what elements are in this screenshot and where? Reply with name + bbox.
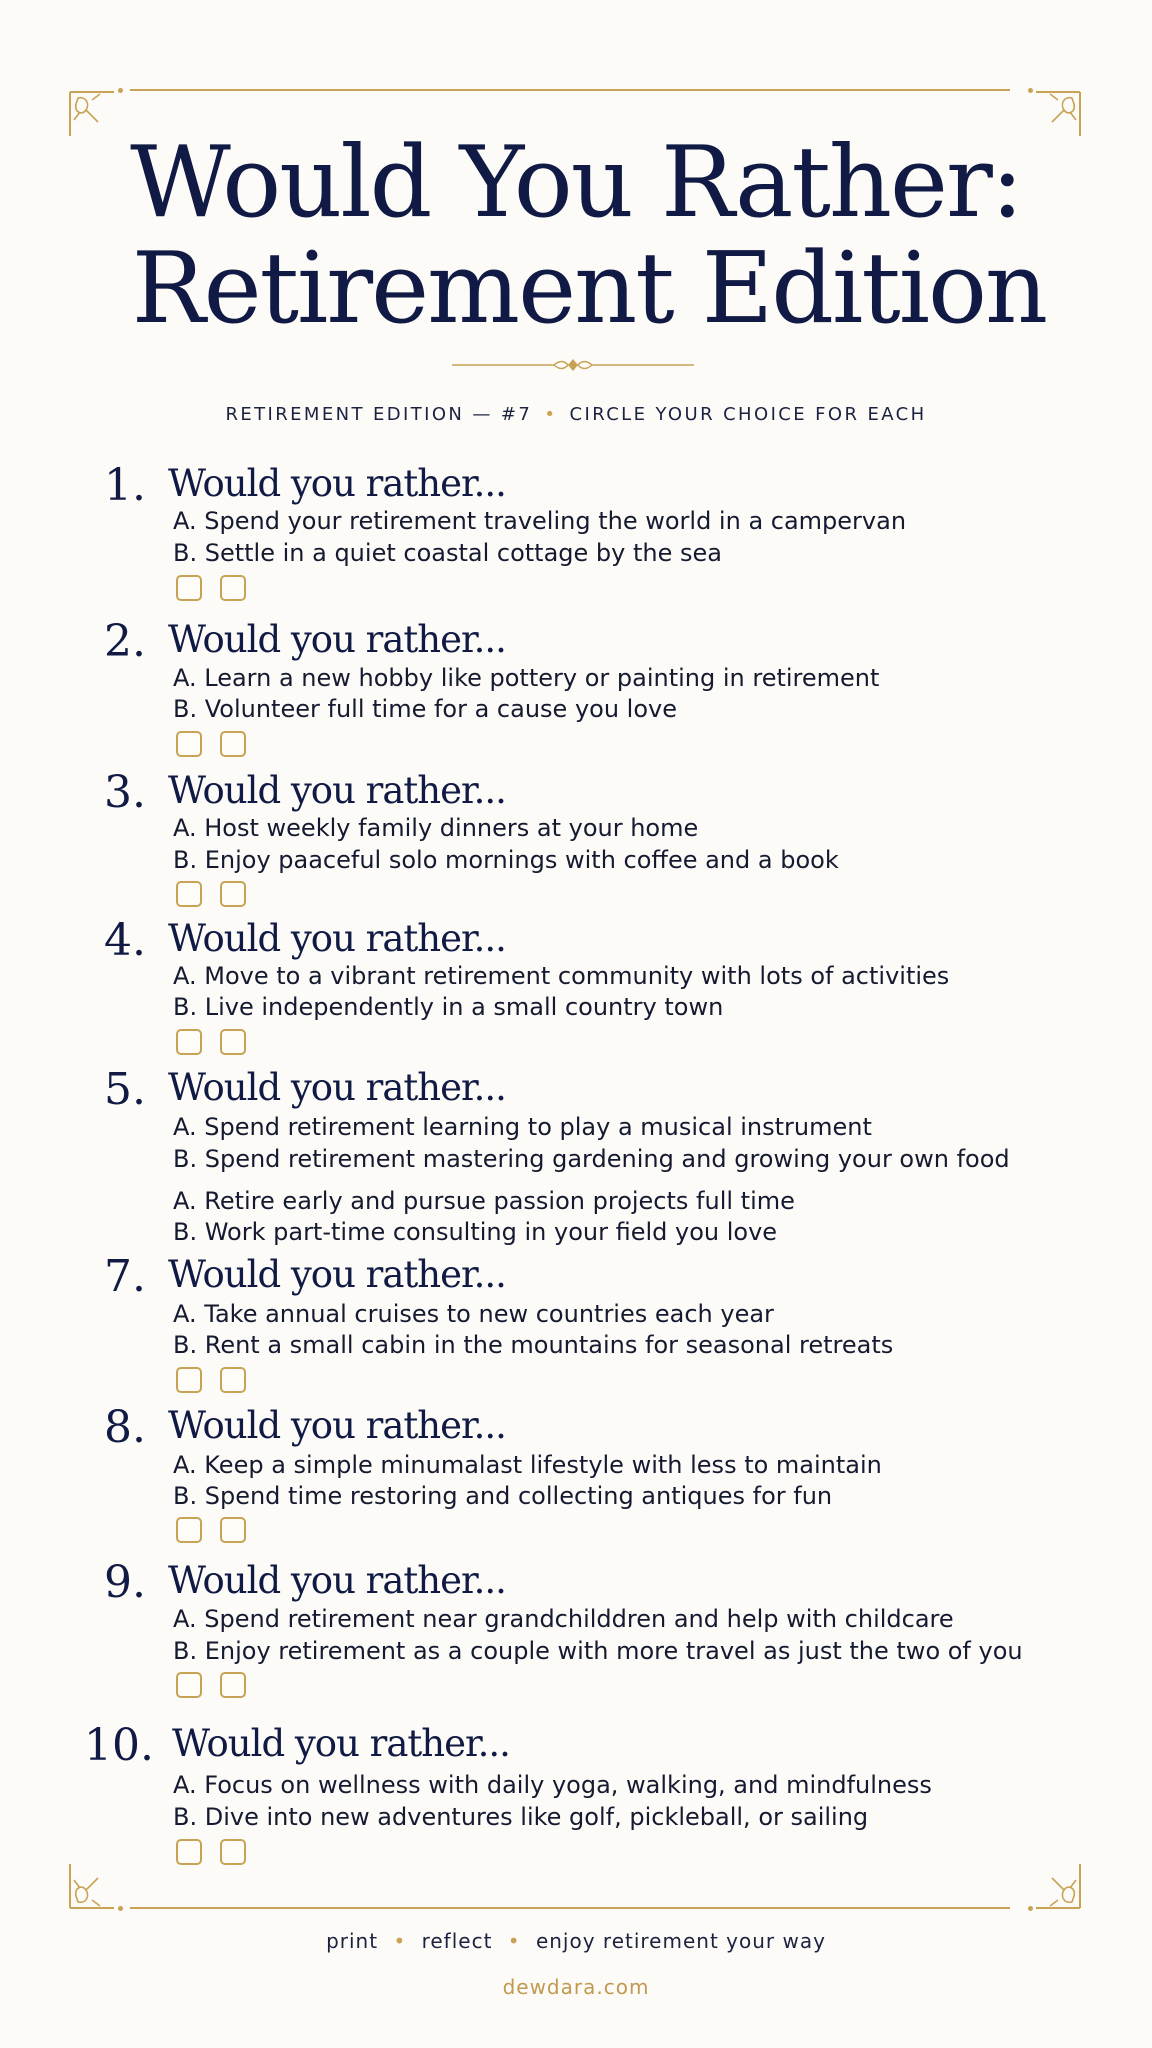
subtitle-separator: • [544, 404, 558, 425]
option-b: B. Rent a small cabin in the mountains for seasonal retreats [173, 1331, 894, 1359]
option-a: A. Learn a new hobby like pottery or painting in retirement [173, 664, 880, 692]
choice-a-checkbox[interactable] [176, 575, 202, 601]
choice-b-checkbox[interactable] [220, 1367, 246, 1393]
option-b: B. Volunteer full time for a cause you love [173, 695, 677, 723]
question-number: 9. [104, 1557, 146, 1608]
footer-item-reflect: reflect [421, 1929, 493, 1953]
option-a: A. Spend your retirement traveling the world in a campervan [173, 507, 907, 535]
choice-b-checkbox[interactable] [220, 1517, 246, 1543]
option-b: B. Settle in a quiet coastal cottage by the sea [173, 539, 722, 567]
option-b: B. Enjoy paaceful solo mornings with coffee and a book [173, 846, 839, 874]
question-heading: Would you rather... [168, 462, 506, 505]
footer-item-enjoy: enjoy retirement your way [535, 1929, 826, 1953]
top-rule [130, 89, 1010, 91]
question-number: 1. [104, 460, 146, 511]
choice-b-checkbox[interactable] [220, 575, 246, 601]
question-heading: Would you rather... [168, 917, 506, 960]
choice-b-checkbox[interactable] [220, 1672, 246, 1698]
rule-dot [118, 88, 123, 93]
question-heading: Would you rather... [168, 769, 506, 812]
choice-b-checkbox[interactable] [220, 731, 246, 757]
bottom-rule [130, 1907, 1010, 1909]
choice-b-checkbox[interactable] [220, 881, 246, 907]
question-number: 4. [104, 915, 146, 966]
page-title-line-2: Retirement Edition [131, 232, 1047, 346]
bottom-left-flourish-icon [64, 1856, 124, 1916]
option-b: B. Dive into new adventures like golf, pickleball, or sailing [173, 1803, 869, 1831]
title-divider-ornament-icon [448, 354, 698, 376]
footer-website-link[interactable]: dewdara.com [502, 1975, 650, 1999]
choice-a-checkbox[interactable] [176, 1672, 202, 1698]
question-number: 7. [104, 1251, 146, 1302]
question-number: 5. [104, 1064, 146, 1115]
footer-separator: • [393, 1929, 407, 1953]
question-heading: Would you rather... [168, 1404, 506, 1447]
question-number: 3. [104, 767, 146, 818]
choice-b-checkbox[interactable] [220, 1839, 246, 1865]
option-a: A. Host weekly family dinners at your home [173, 814, 699, 842]
question-heading: Would you rather... [168, 1559, 506, 1602]
choice-a-checkbox[interactable] [176, 1839, 202, 1865]
option-b: B. Enjoy retirement as a couple with more travel as just the two of you [173, 1637, 1023, 1665]
option-b: B. Spend retirement mastering gardening and growing your own food [173, 1145, 1010, 1173]
footer-separator: • [507, 1929, 521, 1953]
bottom-right-flourish-icon [1026, 1856, 1086, 1916]
choice-a-checkbox[interactable] [176, 1517, 202, 1543]
choice-a-checkbox[interactable] [176, 1029, 202, 1055]
option-a: A. Retire early and pursue passion projects full time [173, 1187, 795, 1215]
option-b: B. Live independently in a small country town [173, 993, 724, 1021]
footer-item-print: print [326, 1929, 379, 1953]
choice-a-checkbox[interactable] [176, 1367, 202, 1393]
option-a: A. Spend retirement near grandchilddren and help with childcare [173, 1605, 954, 1633]
page-title-line-1: Would You Rather: [130, 126, 1022, 240]
choice-a-checkbox[interactable] [176, 881, 202, 907]
option-a: A. Keep a simple minumalast lifestyle with less to maintain [173, 1451, 882, 1479]
option-b: B. Spend time restoring and collecting antiques for fun [173, 1482, 833, 1510]
subtitle-edition: RETIREMENT EDITION — #7 [225, 404, 533, 425]
option-a: A. Move to a vibrant retirement community with lots of activities [173, 962, 950, 990]
subtitle-instructions: CIRCLE YOUR CHOICE FOR EACH [569, 404, 927, 425]
question-heading: Would you rather... [168, 1253, 506, 1296]
question-heading: Would you rather... [168, 1066, 506, 1109]
option-b: B. Work part-time consulting in your field you love [173, 1218, 778, 1246]
question-number: 2. [104, 616, 146, 667]
choice-a-checkbox[interactable] [176, 731, 202, 757]
footer-tagline [0, 1929, 1152, 1953]
question-heading: Would you rather... [168, 618, 506, 661]
subtitle [0, 404, 1152, 425]
question-number: 8. [104, 1402, 146, 1453]
rule-dot [118, 1906, 123, 1911]
choice-b-checkbox[interactable] [220, 1029, 246, 1055]
option-a: A. Spend retirement learning to play a musical instrument [173, 1113, 872, 1141]
option-a: A. Take annual cruises to new countries each year [173, 1300, 774, 1328]
question-number: 10. [84, 1720, 154, 1771]
question-heading: Would you rather... [172, 1722, 510, 1765]
option-a: A. Focus on wellness with daily yoga, walking, and mindfulness [173, 1771, 932, 1799]
